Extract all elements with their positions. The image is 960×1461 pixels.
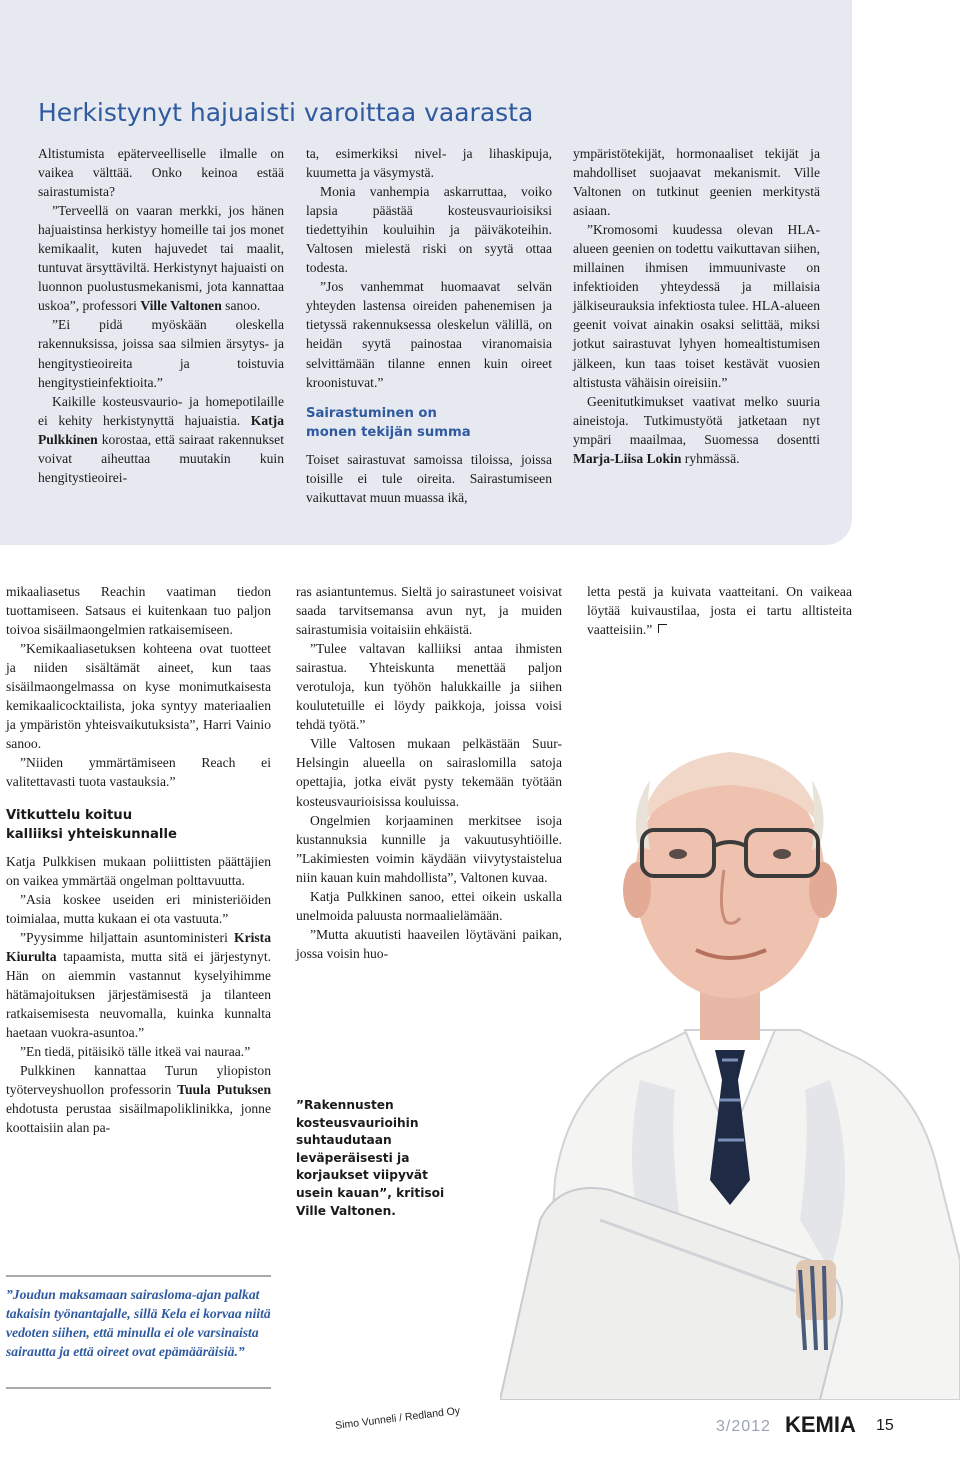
text-run: Kaikille kosteusvaurio- ja homepotilaille ei kehity herkistynyttä hajuaistia. xyxy=(38,393,284,428)
paragraph xyxy=(306,277,552,391)
paragraph xyxy=(306,450,552,507)
paragraph xyxy=(6,1061,271,1137)
paragraph xyxy=(6,1042,271,1061)
issue-number: 3/2012 xyxy=(716,1418,771,1435)
body-col1-text xyxy=(6,582,271,792)
sidebar-headline: Herkistynyt hajuaisti varoittaa vaarasta xyxy=(38,98,534,127)
text-run: ympäristötekijät, hormonaaliset tekijät ja mahdolliset suojaavat mekanismit. Ville Valtonen on tutkinut geenien merkitystä asiaan. xyxy=(573,146,820,219)
box-subheading: Sairastuminen on monen tekijän summa xyxy=(306,405,471,440)
box-col2-text xyxy=(306,144,552,392)
box-column-1 xyxy=(38,144,284,487)
paragraph xyxy=(38,315,284,391)
text-run: ta, esimerkiksi nivel- ja lihaskipuja, kuumetta ja väsymystä. xyxy=(306,146,552,181)
paragraph xyxy=(6,582,271,639)
body-col1-text-cont xyxy=(6,852,271,1138)
text-run: ”En tiedä, pitäisikö tälle itkeä vai nauraa.” xyxy=(20,1043,251,1059)
paragraph xyxy=(38,144,284,201)
text-run: korostaa, että sairaat rakennukset voivat aiheuttaa muutakin kuin hengitystieoirei- xyxy=(38,431,284,485)
text-run: ”Pyysimme hiljattain asuntoministeri xyxy=(20,929,234,945)
text-run: ras asiantuntemus. Sieltä jo sairastuneet voisivat saada tarvitsemansa avun nyt, ja muiden sairastumisia voitaisiin ehkäistä. xyxy=(296,584,562,638)
magazine-name: KEMIA xyxy=(785,1412,856,1437)
name-highlight: Krista Kiurulta xyxy=(6,929,271,964)
body-column-3 xyxy=(587,582,852,639)
text-run: sanoo. xyxy=(221,298,261,314)
text-run: tapaamista, mutta sitä ei järjestynyt. Hän on aiemmin vastannut kyselyihimme hätämajoituksen järjestämisestä ja tilanteen ratkaisemisesta neuvomalla, kuinka kunnalta haetaan vuokra-asuntoa.” xyxy=(6,948,271,1040)
text-run: ”Asia koskee useiden eri ministeriöiden toimialaa, mutta kukaan ei ota vastuuta.” xyxy=(6,891,271,926)
text-run: Geenitutkimukset vaativat melko suuria aineistoja. Tutkimustyötä jatketaan nyt ympäri maailmaa, Suomessa dosentti xyxy=(573,393,820,447)
text-run: ehdotusta perustaa sisäilmapoliklinikka, jonne koottaisiin alan pa- xyxy=(6,1101,271,1136)
paragraph xyxy=(573,144,820,220)
pullquote-rule-top xyxy=(6,1275,271,1277)
paragraph xyxy=(6,639,271,753)
paragraph xyxy=(6,753,271,791)
text-run: ”Kemikaaliasetuksen kohteena ovat tuotteet ja niiden sisältämät aineet, kun taas sisäilmaongelmassa on kyse monimutkaisesta kemikaalicocktailista, joka syntyy materiaalien ja ympäristön yhteisvaikutuksista”, Harri Vainio sanoo. xyxy=(6,641,271,752)
paragraph xyxy=(573,220,820,391)
photo-credit: Simo Vunneli / Redland Oy xyxy=(334,1404,461,1432)
end-mark-icon xyxy=(658,624,667,633)
paragraph xyxy=(306,144,552,182)
text-run: ”Ei pidä myöskään oleskella rakennuksissa, joissa saa silmien ärsytys- ja hengitystieoireita ja toistuvia hengitystieinfektioita.” xyxy=(38,317,284,390)
paragraph xyxy=(573,392,820,468)
text-run: Ongelmien korjaaminen merkitsee isoja kustannuksia kunnille ja vakuutusyhtiöille. ”Lakimiesten voimin käydään viivytystaistelua niin kauan kuin mahdollista”, Valtonen kuvaa. xyxy=(296,812,562,885)
text-run: ”Niiden ymmärtämiseen Reach ei valitettavasti tuota vastauksia.” xyxy=(6,755,271,790)
name-highlight: Ville Valtonen xyxy=(140,298,222,314)
paragraph xyxy=(38,201,284,315)
box-column-2 xyxy=(306,144,552,507)
body-column-1 xyxy=(6,582,271,1137)
text-run: ”Mutta akuutisti haaveilen löytäväni paikan, jossa voisin huo- xyxy=(296,926,562,961)
text-run: mikaaliasetus Reachin vaatiman tiedon tuottamiseen. Satsaus ei kuitenkaan tuo paljon toivoa sisäilmaongelmien ratkaisemiseen. xyxy=(6,584,271,638)
paragraph xyxy=(587,582,852,639)
text-run: ryhmässä. xyxy=(681,450,740,466)
paragraph xyxy=(6,852,271,890)
box-col2-text-cont xyxy=(306,450,552,507)
paragraph xyxy=(6,890,271,928)
text-run: ”Terveellä on vaaran merkki, jos hänen hajuaistinsa herkistyy homeille tai jos monet kemikaalit, kuten hajuvedet tai maalit, tuntuvat ärsyttäviltä. Herkistynyt hajuaisti on luonnon puolustusmekanismi, jota kannattaa uskoa”, professori xyxy=(38,203,284,314)
paragraph xyxy=(38,392,284,487)
paragraph xyxy=(6,928,271,1042)
text-run: Pulkkinen kannattaa Turun yliopiston työterveyshuollon professorin xyxy=(6,1063,271,1098)
page-number: 15 xyxy=(876,1417,894,1434)
text-run: letta pestä ja kuivata vaatteitani. On vaikeaa löytää kuivaustilaa, josta ei tartu alltisteita vaatteisiin.” xyxy=(587,584,852,638)
name-highlight: Tuula Putuksen xyxy=(177,1082,271,1098)
name-highlight: Katja Pulkkinen xyxy=(38,412,284,447)
text-run: Katja Pulkkisen mukaan poliittisten päättäjien on vaikea ymmärtää ongelman polttavuutta. xyxy=(6,853,271,888)
text-run: Monia vanhempia askarruttaa, voiko lapsia päästää kosteusvaurioisiksi tiedettyihin kouluihin ja päiväkoteihin. Valtosen mielestä riski on syytä ottaa todesta. xyxy=(306,184,552,276)
pullquote-rule-bottom xyxy=(6,1387,271,1389)
text-run: Katja Pulkkinen sanoo, ettei oikein uskalla unelmoida paluusta normaalielämään. xyxy=(296,888,562,923)
text-run: ”Jos vanhemmat huomaavat selvän yhteyden lastensa oireiden pahenemisen ja tietyssä rakennuksessa oleskelun välillä, on heidän syytä painostaa viranomaisia selvittämään tilanne ennen kuin oireet kroonistuvat.” xyxy=(306,279,552,390)
name-highlight: Marja-Liisa Lokin xyxy=(573,450,682,466)
box-column-3 xyxy=(573,144,820,468)
photo-caption: ”Rakennusten kosteusvaurioihin suhtaudutaan leväperäisesti ja korjaukset viipyvät usein kauan”, kritisoi Ville Valtonen. xyxy=(296,1098,445,1218)
text-run: Ville Valtosen mukaan pelkästään Suur-Helsingin alueella on sairaslomilla satoja opettajia, jotka eivät pysty tekemään työtään kosteusvaurioisissa kouluissa. xyxy=(296,736,562,809)
text-run: ”Kromosomi kuudessa olevan HLA-alueen geenien on todettu vaikuttavan siihen, millainen ihmisen immuunivaste on infektioiden yhteydessä ja millaisia jälkiseurauksia infektiosta tulee. HLA-alueen geenit voivat ainakin osaksi selittää, miksi jotkut sairastuvat lyhyen homealtistumisen jälkeen, kun taas toiset kestävät vuosien altistusta vähäisin oireisiin.” xyxy=(573,222,820,390)
portrait-photo xyxy=(500,660,960,1400)
text-run: ”Tulee valtavan kalliiksi antaa ihmisten sairastua. Yhteiskunta menettää paljon verotuloja, kun työhön halukkaille ja siihen koulutetuille ei löydy paikkoja, joissa voisi tehdä työtä.” xyxy=(296,641,562,733)
paragraph xyxy=(296,582,562,639)
paragraph xyxy=(306,182,552,277)
text-run: Altistumista epäterveelliselle ilmalle on vaikea välttää. Onko keinoa estää sairastumista? xyxy=(38,146,284,200)
pullquote: ”Joudun maksamaan sairasloma-ajan palkat takaisin työnantajalle, sillä Kela ei korvaa niitä vedoten siihen, että minulla ei ole varsinaista sairautta ja että oireet ovat epämääräisiä.” xyxy=(6,1287,271,1359)
body-col3-text xyxy=(587,582,852,639)
text-run: Toiset sairastuvat samoissa tiloissa, joissa toisille ei tule oireita. Sairastumiseen vaikuttavat muun muassa ikä, xyxy=(306,451,552,505)
body-subheading: Vitkuttelu koituu kalliiksi yhteiskunnalle xyxy=(6,807,177,842)
